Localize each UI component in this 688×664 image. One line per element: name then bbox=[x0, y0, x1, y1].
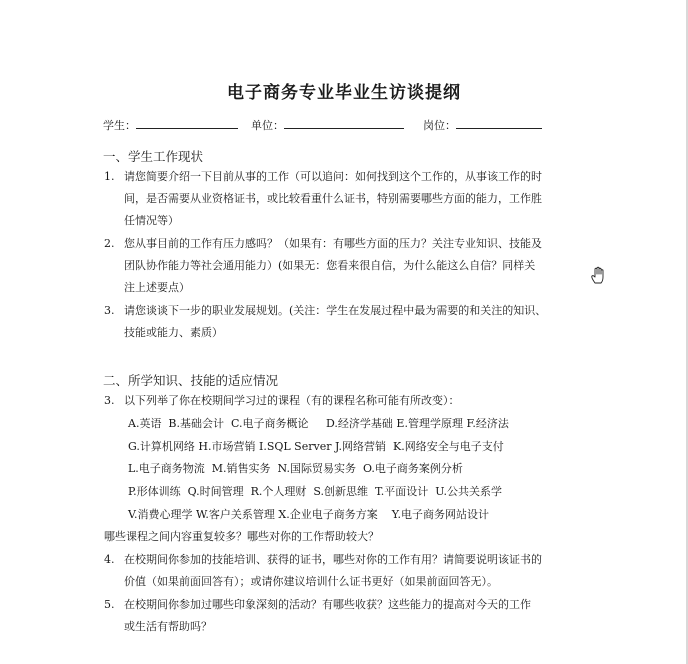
q3-line-1: 请您谈谈下一步的职业发展规划。(关注：学生在发展过程中最为需要的和关注的知识、 bbox=[124, 304, 547, 317]
section-1-heading: 一、学生工作现状 bbox=[103, 149, 204, 164]
q3-number: 3. bbox=[104, 304, 115, 317]
document-title: 电子商务专业毕业生访谈提纲 bbox=[227, 83, 461, 103]
q2-line-1: 您从事目前的工作有压力感吗？（如果有：有哪些方面的压力？关注专业知识、技能及 bbox=[124, 237, 542, 250]
q4-number: 4. bbox=[104, 553, 115, 566]
q2-number: 2. bbox=[104, 237, 115, 250]
q3-line-2: 技能或能力、素质） bbox=[124, 326, 223, 339]
q1-line-1: 请您简要介绍一下目前从事的工作（可以追问：如何找到这个工作的，从事该工作的时 bbox=[124, 170, 542, 183]
s2-q3-number: 3. bbox=[104, 394, 115, 407]
q5-number: 5. bbox=[104, 598, 115, 611]
q5-line-2: 或生活有帮助吗？ bbox=[124, 620, 212, 633]
q5-line-1: 在校期间你参加过哪些印象深刻的活动？有哪些收获？这些能力的提高对今天的工作 bbox=[124, 598, 531, 611]
course-row-5: V.消费心理学 W.客户关系管理 X.企业电子商务方案 Y.电子商务网站设计 bbox=[128, 508, 490, 521]
unit-blank[interactable] bbox=[284, 118, 404, 129]
q1-line-3: 任情况等） bbox=[124, 214, 179, 227]
position-label: 岗位： bbox=[423, 119, 456, 132]
q1-number: 1. bbox=[104, 170, 115, 183]
course-row-3: L.电子商务物流 M.销售实务 N.国际贸易实务 O.电子商务案例分析 bbox=[128, 462, 463, 475]
q2-line-3: 注上述要点） bbox=[124, 281, 190, 294]
q4-line-1: 在校期间你参加的技能培训、获得的证书，哪些对你的工作有用？请简要说明该证书的 bbox=[124, 553, 542, 566]
followup-question: 哪些课程之间内容重复较多？哪些对你的工作帮助较大？ bbox=[104, 530, 379, 543]
q4-line-2: 价值（如果前面回答有）；或请你建议培训什么证书更好（如果前面回答无）。 bbox=[124, 575, 498, 588]
section-2-heading: 二、所学知识、技能的适应情况 bbox=[103, 373, 279, 388]
hand-pointer-icon bbox=[589, 265, 609, 285]
q1-line-2: 间，是否需要从业资格证书，或比较看重什么证书，特别需要哪些方面的能力，工作胜 bbox=[124, 192, 542, 205]
s2-q3-intro: 以下列举了你在校期间学习过的课程（有的课程名称可能有所改变）： bbox=[124, 394, 460, 407]
unit-label: 单位： bbox=[251, 119, 284, 132]
course-row-4: P.形体训练 Q.时间管理 R.个人理财 S.创新思维 T.平面设计 U.公共关系学 bbox=[128, 485, 502, 498]
course-row-1: A.英语 B.基础会计 C.电子商务概论 D.经济学基础 E.管理学原理 F.经济法 bbox=[128, 417, 509, 430]
info-line bbox=[103, 117, 542, 133]
student-label: 学生： bbox=[103, 119, 136, 132]
course-row-2: G.计算机网络 H.市场营销 I.SQL Server J.网络营销 K.网络安全与电子支付 bbox=[128, 440, 504, 453]
position-blank[interactable] bbox=[456, 118, 542, 129]
student-blank[interactable] bbox=[136, 118, 238, 129]
q2-line-2: 团队协作能力等社会通用能力）(如果无：您看来很自信，为什么能这么自信？同样关 bbox=[124, 259, 536, 272]
